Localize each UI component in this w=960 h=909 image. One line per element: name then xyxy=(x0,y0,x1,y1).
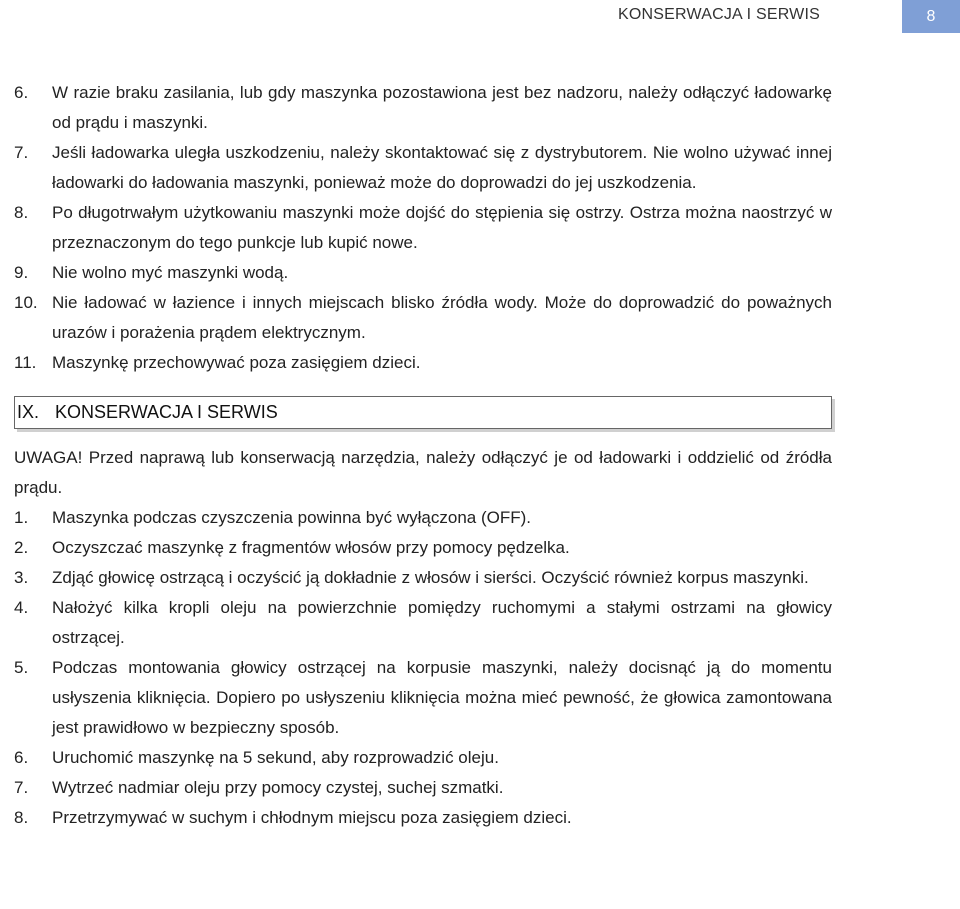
item-text: Uruchomić maszynkę na 5 sekund, aby rozprowadzić oleju. xyxy=(52,748,499,767)
document-content xyxy=(14,78,832,833)
section-heading xyxy=(14,396,832,429)
item-number: 8. xyxy=(14,203,29,222)
list-item xyxy=(14,563,832,593)
item-number: 7. xyxy=(14,143,29,162)
item-number: 6. xyxy=(14,83,29,102)
item-text: W razie braku zasilania, lub gdy maszynka pozostawiona jest bez nadzoru, należy odłączyć ładowarkę od prądu i maszynki. xyxy=(52,83,832,132)
item-text: Nie ładować w łazience i innych miejscach blisko źródła wody. Może do doprowadzić do poważnych urazów i porażenia prądem elektrycznym. xyxy=(52,293,832,342)
item-text: Nie wolno myć maszynki wodą. xyxy=(52,263,289,282)
item-number: 9. xyxy=(14,263,29,282)
page-number-badge: 8 xyxy=(902,0,960,33)
item-number: 7. xyxy=(14,778,29,797)
list-item xyxy=(14,503,832,533)
item-text: Po długotrwałym użytkowaniu maszynki może dojść do stępienia się ostrzy. Ostrza można naostrzyć w przeznaczonym do tego punkcje lub kupić nowe. xyxy=(52,203,832,252)
item-number: 5. xyxy=(14,658,29,677)
header-title: KONSERWACJA I SERWIS xyxy=(618,6,820,23)
list-item xyxy=(14,773,832,803)
item-text: Wytrzeć nadmiar oleju przy pomocy czystej, suchej szmatki. xyxy=(52,778,504,797)
page-header xyxy=(0,0,960,33)
item-text: Maszynkę przechowywać poza zasięgiem dzieci. xyxy=(52,353,421,372)
list-item xyxy=(14,348,832,378)
item-text: Podczas montowania głowicy ostrzącej na korpusie maszynki, należy docisnąć ją do momentu usłyszenia kliknięcia. Dopiero po usłyszeniu kliknięcia można mieć pewność, że głowica zamontowana jest prawidłowo w bezpieczny sposób. xyxy=(52,658,832,737)
list-item xyxy=(14,533,832,563)
section-number: IX. xyxy=(17,402,40,422)
item-number: 6. xyxy=(14,748,29,767)
maintenance-list xyxy=(14,503,832,833)
list-item xyxy=(14,593,832,653)
list-item xyxy=(14,288,832,348)
top-list xyxy=(14,78,832,378)
warning-text: UWAGA! Przed naprawą lub konserwacją narzędzia, należy odłączyć je od ładowarki i oddzielić od źródła prądu. xyxy=(14,448,832,497)
item-number: 4. xyxy=(14,598,29,617)
item-text: Oczyszczać maszynkę z fragmentów włosów przy pomocy pędzelka. xyxy=(52,538,570,557)
list-item xyxy=(14,78,832,138)
item-number: 2. xyxy=(14,538,29,557)
item-text: Jeśli ładowarka uległa uszkodzeniu, należy skontaktować się z dystrybutorem. Nie wolno używać innej ładowarki do ładowania maszynki, ponieważ może do doprowadzi do jej uszkodzenia. xyxy=(52,143,832,192)
item-text: Maszynka podczas czyszczenia powinna być wyłączona (OFF). xyxy=(52,508,532,527)
item-number: 3. xyxy=(14,568,29,587)
item-text: Zdjąć głowicę ostrzącą i oczyścić ją dokładnie z włosów i sierści. Oczyścić również korpus maszynki. xyxy=(52,568,809,587)
list-item xyxy=(14,198,832,258)
list-item xyxy=(14,803,832,833)
item-number: 10. xyxy=(14,293,38,312)
item-number: 1. xyxy=(14,508,29,527)
item-number: 11. xyxy=(14,353,37,372)
list-item xyxy=(14,653,832,743)
list-item xyxy=(14,258,832,288)
item-text: Przetrzymywać w suchym i chłodnym miejscu poza zasięgiem dzieci. xyxy=(52,808,572,827)
list-item xyxy=(14,743,832,773)
section-title: KONSERWACJA I SERWIS xyxy=(55,402,278,422)
item-number: 8. xyxy=(14,808,29,827)
item-text: Nałożyć kilka kropli oleju na powierzchnie pomiędzy ruchomymi a stałymi ostrzami na głowicy ostrzącej. xyxy=(52,598,832,647)
list-item xyxy=(14,138,832,198)
